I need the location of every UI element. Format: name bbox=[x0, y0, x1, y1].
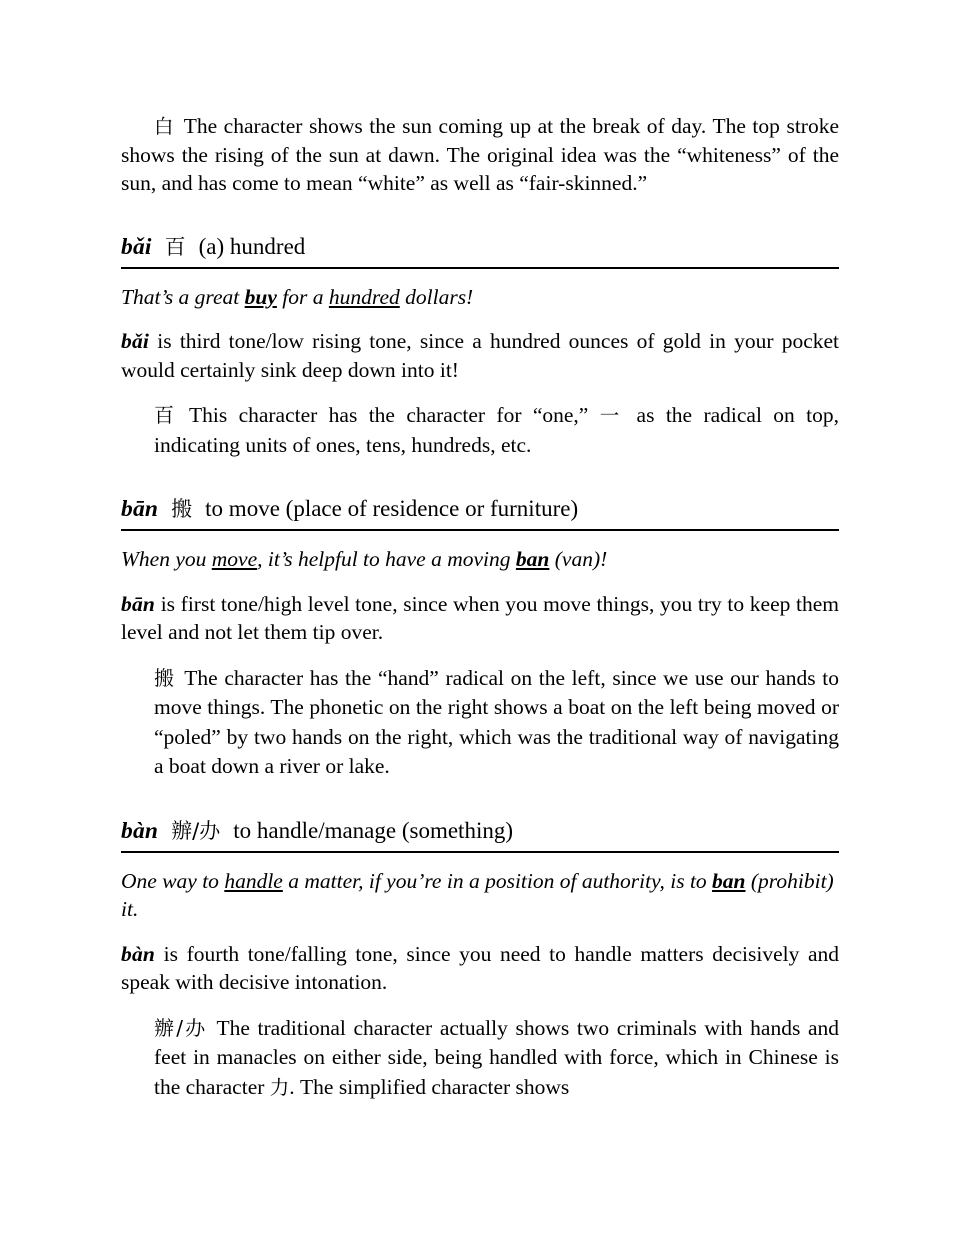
entry-pinyin: bàn bbox=[121, 817, 159, 844]
mnemonic-keyword: ban bbox=[515, 547, 550, 572]
entry-mnemonic-sentence bbox=[121, 867, 839, 924]
dictionary-entry-ban-handle bbox=[121, 816, 839, 1103]
entry-heading bbox=[121, 494, 839, 529]
dictionary-entry-bai bbox=[121, 232, 839, 461]
mnemonic-text: (van)! bbox=[549, 547, 608, 572]
entry-character: 百 bbox=[164, 234, 186, 259]
dictionary-entry-ban-move bbox=[121, 494, 839, 782]
character-paragraph-text: as the radical on top, indicating units of ones, tens, hundreds, etc. bbox=[154, 403, 839, 457]
entry-character-paragraph bbox=[121, 664, 839, 782]
character-paragraph-lead-character: 百 bbox=[154, 403, 180, 428]
mnemonic-keyword: handle bbox=[224, 868, 283, 893]
tone-paragraph-pinyin: bǎi bbox=[121, 329, 150, 354]
continuation-paragraph bbox=[121, 112, 839, 198]
entry-definition: to handle/manage (something) bbox=[233, 817, 514, 843]
entry-divider-rule bbox=[121, 851, 839, 853]
entry-character: 辦/办 bbox=[171, 818, 221, 843]
entry-pinyin: bān bbox=[121, 496, 159, 523]
mnemonic-text: for a bbox=[276, 284, 329, 309]
mnemonic-text: dollars! bbox=[399, 284, 474, 309]
mnemonic-text: That’s a great bbox=[121, 284, 245, 309]
inline-hanzi-one: 一 bbox=[599, 404, 626, 428]
inline-hanzi-li: 力 bbox=[269, 1075, 290, 1099]
character-paragraph-text: The traditional character actually shows two criminals with hands and feet in manacles on either side, being handled with force, which in Chinese is the character bbox=[154, 1015, 839, 1099]
entry-heading bbox=[121, 232, 839, 267]
mnemonic-text: a matter, if you’re in a position of authority, is to bbox=[282, 868, 713, 893]
entry-pinyin: bǎi bbox=[121, 233, 152, 260]
tone-paragraph-text: is third tone/low rising tone, since a hundred ounces of gold in your pocket would certainly sink deep down into it! bbox=[121, 329, 839, 382]
character-paragraph-lead-character: 搬 bbox=[154, 665, 176, 690]
page-content-column bbox=[121, 112, 839, 1102]
entry-character-paragraph bbox=[121, 1014, 839, 1103]
entry-character: 搬 bbox=[171, 497, 193, 522]
entry-divider-rule bbox=[121, 529, 839, 531]
entry-tone-paragraph bbox=[121, 327, 839, 384]
tone-paragraph-pinyin: bān bbox=[121, 591, 156, 616]
entry-tone-paragraph bbox=[121, 590, 839, 647]
mnemonic-keyword: move bbox=[211, 547, 258, 572]
mnemonic-text: , it’s helpful to have a moving bbox=[257, 547, 516, 572]
entry-mnemonic-sentence bbox=[121, 545, 839, 574]
entry-character-paragraph bbox=[121, 401, 839, 460]
mnemonic-text: (prohibit) it. bbox=[121, 868, 834, 922]
entry-definition: to move (place of residence or furniture) bbox=[205, 496, 579, 522]
mnemonic-text: One way to bbox=[121, 868, 225, 893]
entry-divider-rule bbox=[121, 267, 839, 269]
tone-paragraph-text: is first tone/high level tone, since when you move things, you try to keep them level and not let them tip over. bbox=[121, 591, 839, 645]
tone-paragraph-pinyin: bàn bbox=[121, 941, 156, 966]
continuation-lead-character: 白 bbox=[154, 115, 175, 138]
tone-paragraph-text: is fourth tone/falling tone, since you need to handle matters decisively and speak with decisive intonation. bbox=[121, 941, 839, 995]
character-paragraph-text: This character has the character for “one,” bbox=[188, 403, 600, 428]
mnemonic-keyword: hundred bbox=[328, 284, 400, 309]
character-paragraph-lead-character: 辦/办 bbox=[154, 1015, 208, 1040]
mnemonic-keyword: buy bbox=[244, 284, 277, 309]
mnemonic-text: When you bbox=[121, 547, 212, 572]
entry-heading bbox=[121, 816, 839, 851]
mnemonic-keyword: ban bbox=[712, 868, 746, 893]
character-paragraph-text: The character has the “hand” radical on the left, since we use our hands to move things. The phonetic on the right shows a boat on the left being moved or “poled” by two hands on the right, which was the traditional way of navigating a boat down a river or lake. bbox=[154, 665, 840, 779]
character-paragraph-text: . The simplified character shows bbox=[289, 1074, 570, 1099]
entry-definition: (a) hundred bbox=[198, 233, 306, 259]
continuation-paragraph-text: The character shows the sun coming up at the break of day. The top stroke shows the rising of the sun at dawn. The original idea was the “whiteness” of the sun, and has come to mean “white” as well as “fair-skinned.” bbox=[121, 114, 839, 196]
entry-tone-paragraph bbox=[121, 940, 839, 997]
entry-mnemonic-sentence bbox=[121, 283, 839, 312]
